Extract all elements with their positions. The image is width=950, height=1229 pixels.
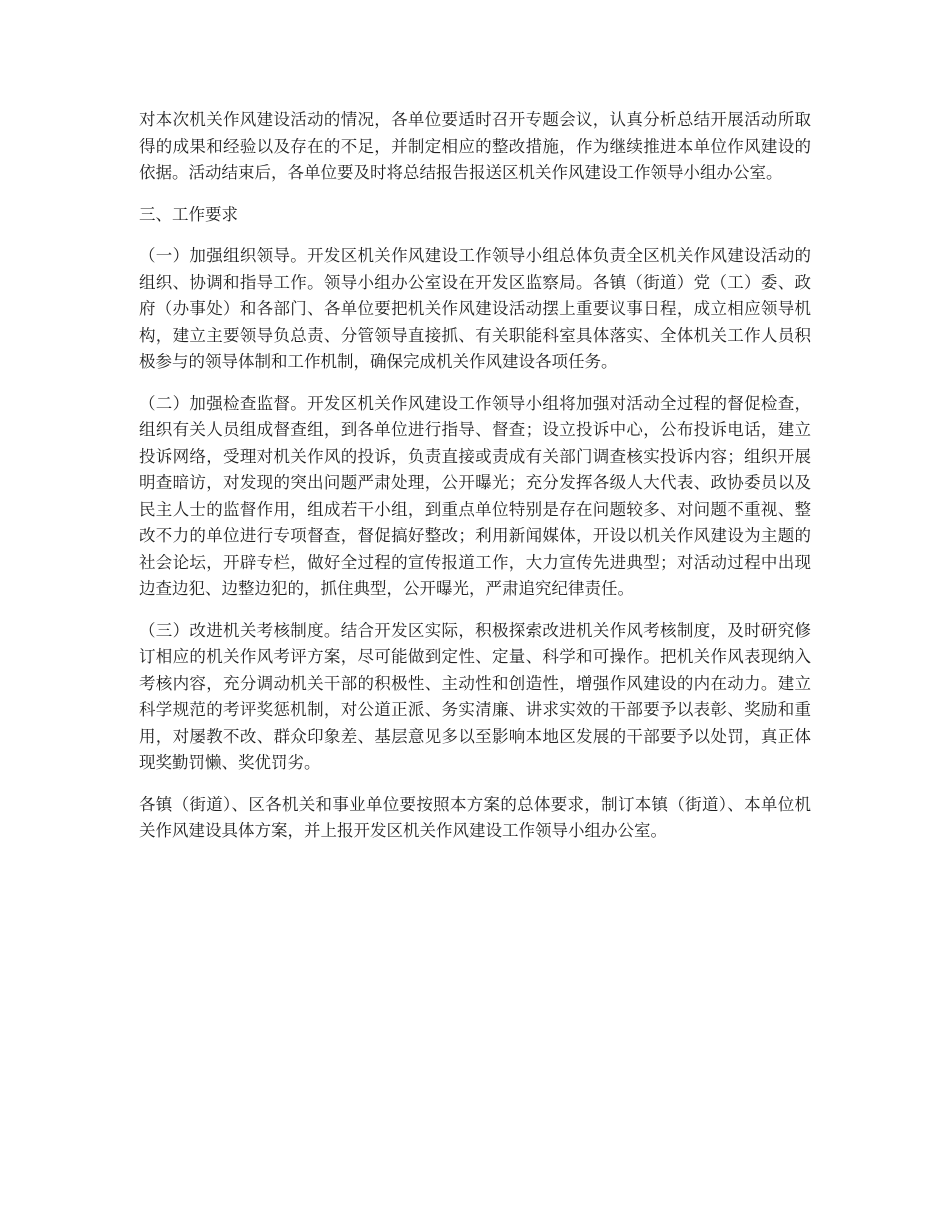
paragraph-inspection-supervision: （二）加强检查监督。开发区机关作风建设工作领导小组将加强对活动全过程的督促检查，组织有关人员组成督查组，到各单位进行指导、督查；设立投诉中心，公布投诉电话，建立投诉网络，受理对机关作风的投诉，负责直接或责成有关部门调查核实投诉内容；组织开展明查暗访，对发现的突出问题严肃处理，公开曝光；充分发挥各级人大代表、政协委员以及民主人士的监督作用，组成若干小组，到重点单位特别是存在问题较多、对问题不重视、整改不力的单位进行专项督查，督促搞好整改；利用新闻媒体，开设以机关作风建设为主题的社会论坛，开辟专栏，做好全过程的宣传报道工作，大力宣传先进典型；对活动过程中出现边查边犯、边整边犯的，抓住典型，公开曝光，严肃追究纪律责任。 (139, 393, 811, 598)
document-body (139, 107, 811, 860)
paragraph-closing-instruction: 各镇（街道）、区各机关和事业单位要按照本方案的总体要求，制订本镇（街道）、本单位机关作风建设具体方案，并上报开发区机关作风建设工作领导小组办公室。 (139, 794, 811, 840)
paragraph-summary-report: 对本次机关作风建设活动的情况，各单位要适时召开专题会议，认真分析总结开展活动所取得的成果和经验以及存在的不足，并制定相应的整改措施，作为继续推进本单位作风建设的依据。活动结束后，各单位要及时将总结报告报送区机关作风建设工作领导小组办公室。 (139, 110, 811, 182)
paragraph-organization-leadership: （一）加强组织领导。开发区机关作风建设工作领导小组总体负责全区机关作风建设活动的组织、协调和指导工作。领导小组办公室设在开发区监察局。各镇（街道）党（工）委、政府（办事处）和各部门、各单位要把机关作风建设活动摆上重要议事日程，成立相应领导机构，建立主要领导负总责、分管领导直接抓、有关职能科室具体落实、全体机关工作人员积极参与的领导体制和工作机制，确保完成机关作风建设各项任务。 (139, 246, 811, 371)
paragraph-assessment-system: （三）改进机关考核制度。结合开发区实际，积极探索改进机关作风考核制度，及时研究修订相应的机关作风考评方案，尽可能做到定性、定量、科学和可操作。把机关作风表现纳入考核内容，充分调动机关干部的积极性、主动性和创造性，增强作风建设的内在动力。建立科学规范的考评奖惩机制，对公道正派、务实清廉、讲求实效的干部要予以表彰、奖励和重用，对屡教不改、群众印象差、基层意见多以至影响本地区发展的干部要予以处罚，真正体现奖勤罚懒、奖优罚劣。 (139, 620, 811, 772)
section-heading-work-requirements: 三、工作要求 (139, 204, 238, 224)
